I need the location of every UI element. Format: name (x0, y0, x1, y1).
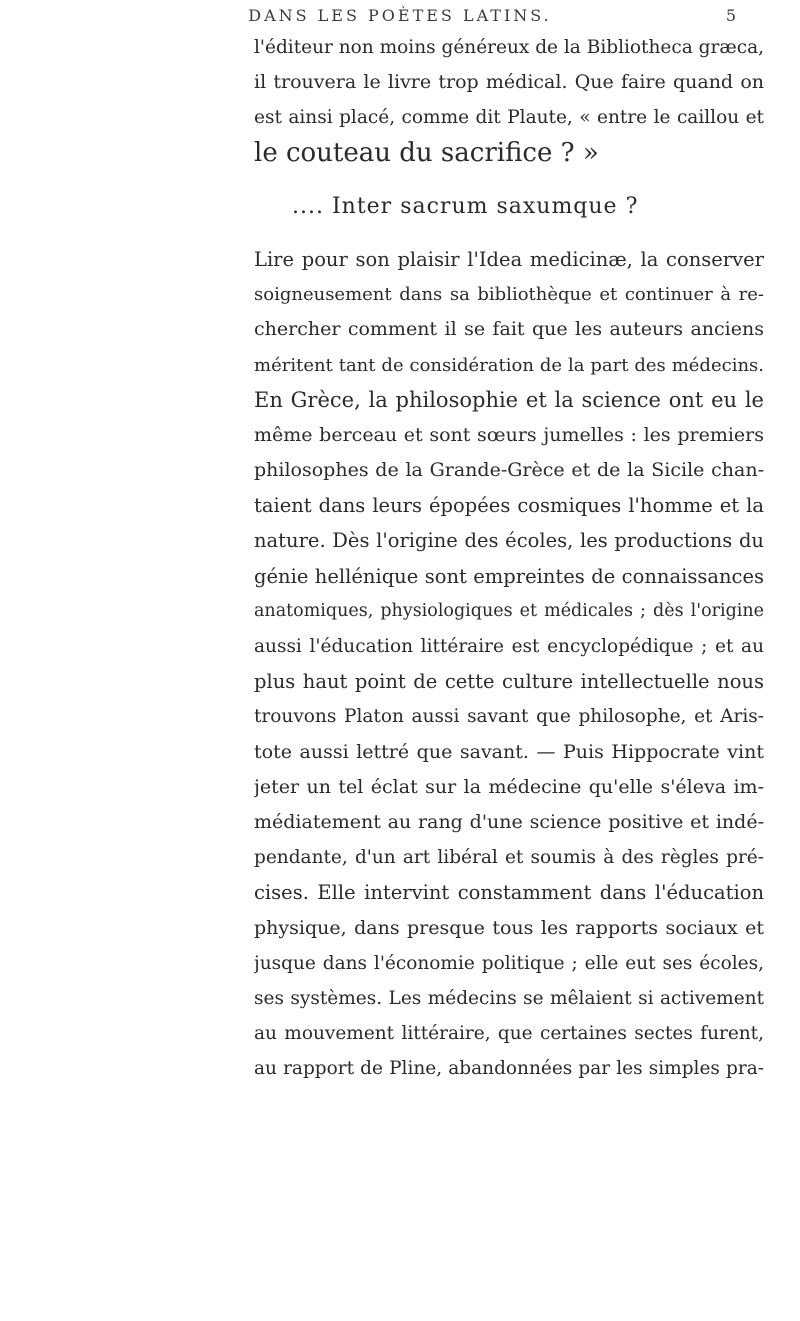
text-line: soigneusement dans sa bibliothèque et continuer à re- (254, 284, 764, 306)
text-line: Lire pour son plaisir l'Idea medicinæ, la conserver (254, 247, 764, 271)
text-line: chercher comment il se fait que les auteurs anciens (254, 318, 764, 341)
text-line: l'éditeur non moins généreux de la Bibliotheca græca, (254, 37, 764, 58)
text-line: ses systèmes. Les médecins se mêlaient si activement (254, 987, 764, 1009)
text-line: au rapport de Pline, abandonnées par les simples pra- (254, 1058, 764, 1080)
page-number: 5 (725, 6, 736, 25)
text-line: nature. Dès l'origine des écoles, les productions du (254, 529, 764, 553)
text-line: génie hellénique sont empreintes de connaissances (254, 564, 764, 588)
text-line: pendante, d'un art libéral et soumis à des règles pré- (254, 847, 764, 869)
spacer (254, 171, 764, 189)
text-line: tote aussi lettré que savant. — Puis Hippocrate vint (254, 740, 764, 763)
text-line: trouvons Platon aussi savant que philosophe, et Aris- (254, 706, 764, 728)
text-line: taient dans leurs épopées cosmiques l'homme et la (254, 494, 764, 518)
text-line: En Grèce, la philosophie et la science ont eu le (254, 387, 764, 412)
latin-quote: .... Inter sacrum saxumque ? (292, 193, 639, 219)
text-line: au mouvement littéraire, que certaines sectes furent, (254, 1023, 764, 1045)
text-line: il trouvera le livre trop médical. Que faire quand on (254, 71, 764, 94)
text-line: philosophes de la Grande-Grèce et de la Sicile chan- (254, 459, 764, 482)
text-line: médiatement au rang d'une science positive et indé- (254, 810, 764, 833)
text-line: jeter un tel éclat sur la médecine qu'elle s'éleva im- (254, 775, 764, 798)
spacer (254, 224, 764, 242)
text-line: est ainsi placé, comme dit Plaute, « entre le caillou et (254, 107, 764, 129)
text-line: méritent tant de considération de la part des médecins. (254, 354, 764, 376)
running-title: DANS LES POÈTES LATINS. (248, 6, 552, 25)
text-line: le couteau du sacrifice ? » (254, 137, 599, 168)
text-line: physique, dans presque tous les rapports sociaux et (254, 916, 764, 939)
body-text (254, 30, 764, 1086)
text-line: plus haut point de cette culture intellectuelle nous (254, 670, 764, 694)
text-line: même berceau et sont sœurs jumelles : les premiers (254, 423, 764, 446)
text-line: jusque dans l'économie politique ; elle eut ses écoles, (254, 952, 764, 974)
text-line: anatomiques, physiologiques et médicales ; dès l'origine (254, 600, 764, 621)
text-line: aussi l'éducation littéraire est encyclopédique ; et au (254, 636, 764, 657)
running-head (0, 6, 800, 25)
text-line: cises. Elle intervint constamment dans l'éducation (254, 881, 764, 905)
